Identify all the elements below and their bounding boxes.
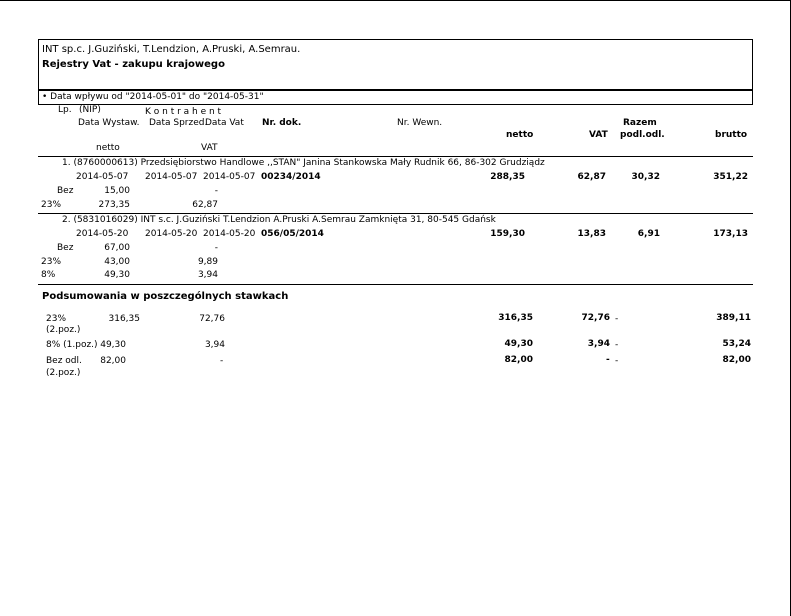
col-data-wystaw: Data Wystaw. [78, 118, 140, 128]
summary-total-vat: - [606, 355, 610, 365]
col-kontrahent: K o n t r a h e n t [145, 107, 222, 117]
entry-vat: 62,87 [577, 172, 606, 182]
entry-vat: 13,83 [577, 229, 606, 239]
summary-sub: (2.poz.) [46, 325, 81, 335]
entry-netto: 288,35 [490, 172, 525, 182]
summary-dash: - [615, 356, 619, 366]
summary-dash: - [615, 340, 619, 350]
entry-data-wystaw: 2014-05-20 [76, 229, 129, 239]
entry-divider [38, 213, 753, 214]
summary-total-vat: 3,94 [587, 339, 610, 349]
rate-vat: - [214, 186, 218, 196]
summary-dash: - [615, 314, 619, 324]
summary-netto: 49,30 [100, 340, 126, 350]
date-filter: • Data wpływu od "2014-05-01" do "2014-05-31" [42, 92, 264, 102]
summary-brutto: 53,24 [722, 339, 751, 349]
entry-brutto: 173,13 [713, 229, 748, 239]
rate-netto: 67,00 [104, 243, 130, 253]
rate-label: 8% [41, 270, 56, 280]
rate-vat: 3,94 [197, 270, 218, 280]
summary-netto: 316,35 [108, 314, 140, 324]
col-nr-wewn: Nr. Wewn. [397, 118, 443, 128]
summary-netto: 82,00 [100, 356, 126, 366]
col-data-sprzed: Data Sprzed. [149, 118, 208, 128]
rate-label: Bez [57, 243, 74, 253]
summary-divider [38, 284, 753, 285]
company-name: INT sp.c. J.Guziński, T.Lendzion, A.Pruski, A.Semrau. [42, 44, 301, 55]
summary-total-netto: 82,00 [504, 355, 533, 365]
entry-data-sprzed: 2014-05-20 [145, 229, 198, 239]
col-nr-dok: Nr. dok. [262, 118, 302, 128]
rate-netto: 49,30 [104, 270, 130, 280]
col-lp: Lp. [58, 105, 72, 115]
col-data-vat: Data Vat [205, 118, 244, 128]
rate-label: 23% [41, 257, 62, 267]
summary-title: Podsumowania w poszczególnych stawkach [42, 291, 289, 302]
entry-line: 1. (8760000613) Przedsiębiorstwo Handlowe ,,STAN" Janina Stankowska Mały Rudnik 66, 86-302 Grudziądz [62, 158, 545, 168]
entry-brutto: 351,22 [713, 172, 748, 182]
entry-nr-dok: 00234/2014 [261, 172, 321, 182]
summary-vat: 72,76 [199, 314, 225, 324]
summary-vat: 3,94 [204, 340, 225, 350]
summary-total-vat: 72,76 [581, 313, 610, 323]
rate-netto: 43,00 [104, 257, 130, 267]
summary-brutto: 389,11 [716, 313, 751, 323]
report-title: Rejestry Vat - zakupu krajowego [42, 59, 225, 70]
col-razem: Razem [623, 118, 657, 128]
summary-total-netto: 316,35 [498, 313, 533, 323]
rate-label: 23% [41, 200, 62, 210]
summary-label: Bez odl. [46, 356, 82, 366]
col-nip: (NIP) [79, 105, 101, 115]
summary-sub: (2.poz.) [46, 368, 81, 378]
entry-data-vat: 2014-05-20 [203, 229, 256, 239]
rate-netto: 15,00 [104, 186, 130, 196]
entry-netto: 159,30 [490, 229, 525, 239]
rate-vat: - [214, 243, 218, 253]
col-vat: VAT [589, 130, 608, 140]
summary-vat: - [220, 356, 224, 366]
col-sub-vat: VAT [201, 143, 218, 153]
rate-netto: 273,35 [98, 200, 130, 210]
rate-vat: 9,89 [197, 257, 218, 267]
entry-data-wystaw: 2014-05-07 [76, 172, 129, 182]
header-divider [38, 156, 753, 157]
entry-podl-odl: 30,32 [631, 172, 660, 182]
entry-data-vat: 2014-05-07 [203, 172, 256, 182]
col-netto: netto [506, 130, 534, 140]
summary-label: 8% (1.poz.) [46, 340, 98, 350]
col-podl-odl: podl.odl. [620, 130, 665, 140]
entry-data-sprzed: 2014-05-07 [145, 172, 198, 182]
col-brutto: brutto [715, 130, 748, 140]
rate-label: Bez [57, 186, 74, 196]
rate-vat: 62,87 [192, 200, 218, 210]
summary-brutto: 82,00 [722, 355, 751, 365]
col-sub-netto: netto [96, 143, 120, 153]
entry-podl-odl: 6,91 [637, 229, 660, 239]
entry-nr-dok: 056/05/2014 [261, 229, 324, 239]
summary-label: 23% [46, 314, 67, 324]
entry-line: 2. (5831016029) INT s.c. J.Guziński T.Lendzion A.Pruski A.Semrau Zamknięta 31, 80-545 Gdańsk [62, 215, 496, 225]
summary-total-netto: 49,30 [504, 339, 533, 349]
